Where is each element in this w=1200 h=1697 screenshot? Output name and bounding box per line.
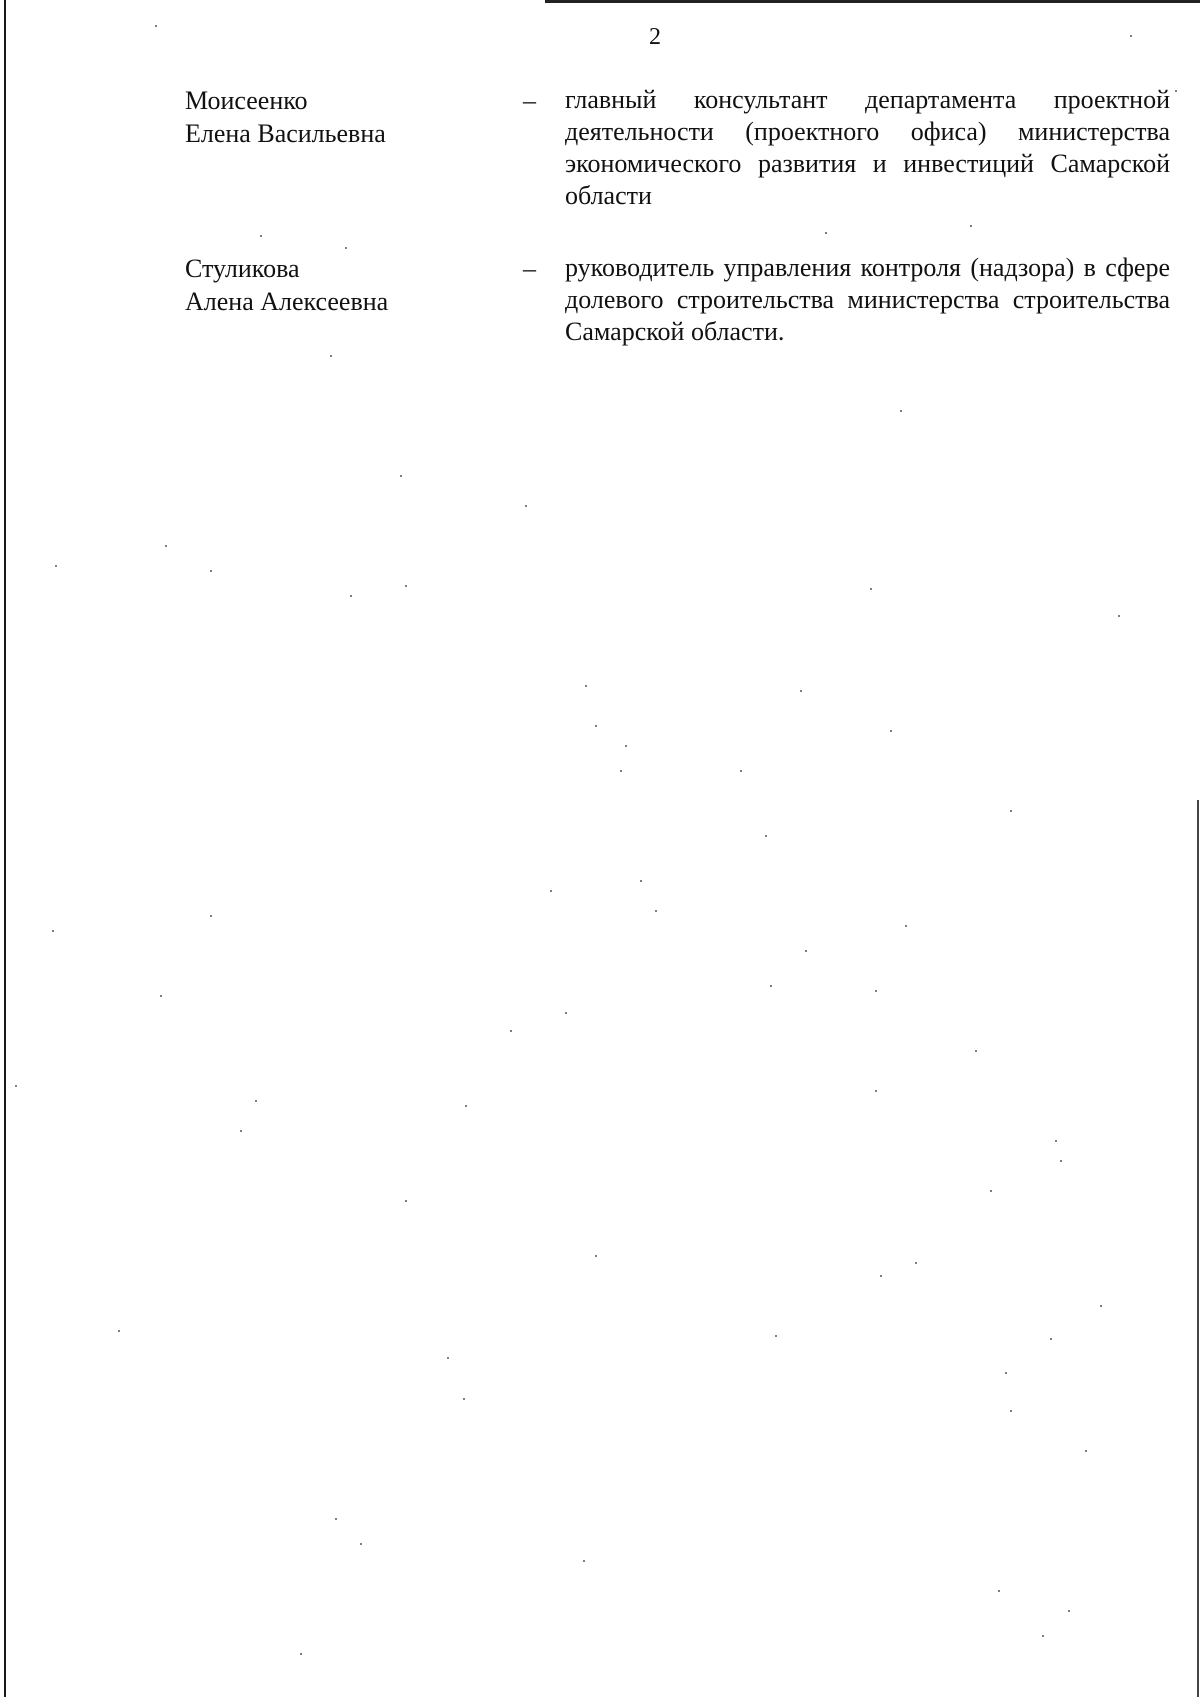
scan-speck	[335, 1518, 337, 1520]
scan-speck	[1005, 1372, 1007, 1374]
scan-speck	[52, 930, 54, 932]
scan-speck	[1085, 1450, 1087, 1452]
scan-speck	[990, 1190, 992, 1192]
member-given-names: Елена Васильевна	[185, 119, 386, 148]
scan-speck	[890, 730, 892, 732]
scan-edge-right	[1197, 800, 1199, 1697]
scan-speck	[55, 565, 57, 567]
scan-speck	[970, 225, 972, 227]
scan-speck	[550, 890, 552, 892]
member-dash: –	[523, 254, 536, 283]
scan-speck	[405, 585, 407, 587]
scan-speck	[595, 725, 597, 727]
scan-speck	[620, 770, 622, 772]
scan-speck	[210, 915, 212, 917]
scan-speck	[525, 505, 527, 507]
scan-speck	[260, 235, 262, 237]
page-number: 2	[649, 24, 661, 50]
member-name	[185, 252, 515, 318]
scan-speck	[640, 880, 642, 882]
scan-speck	[655, 910, 657, 912]
scan-speck	[870, 588, 872, 590]
scan-speck	[583, 1560, 585, 1562]
scan-speck	[465, 1105, 467, 1107]
scan-speck	[360, 1543, 362, 1545]
scan-speck	[300, 1653, 302, 1655]
scan-speck	[1175, 90, 1177, 92]
scan-speck	[1118, 615, 1120, 617]
scan-speck	[595, 1255, 597, 1257]
scan-speck	[875, 1090, 877, 1092]
scan-speck	[905, 925, 907, 927]
scan-speck	[350, 595, 352, 597]
scan-speck	[1010, 1410, 1012, 1412]
scan-speck	[880, 1275, 882, 1277]
scan-speck	[345, 247, 347, 249]
scan-speck	[975, 1050, 977, 1052]
scan-speck	[1100, 1305, 1102, 1307]
scan-speck	[805, 950, 807, 952]
scan-speck	[1010, 810, 1012, 812]
scan-speck	[160, 995, 162, 997]
scan-speck	[463, 1398, 465, 1400]
scan-speck	[240, 1130, 242, 1132]
member-dash: –	[523, 86, 536, 115]
scan-speck	[1055, 1140, 1057, 1142]
member-surname: Стуликова	[185, 254, 300, 283]
scan-speck	[330, 355, 332, 357]
scan-speck	[1068, 1610, 1070, 1612]
scan-speck	[565, 1012, 567, 1014]
scan-speck	[625, 745, 627, 747]
scan-speck	[510, 1030, 512, 1032]
scan-speck	[770, 985, 772, 987]
scan-speck	[255, 1100, 257, 1102]
member-position: главный консультант департамента проектной деятельности (проектного офиса) министерства экономического развития и инвестиций Самарской области	[565, 85, 1170, 210]
scan-edge-left	[4, 0, 6, 1697]
scan-speck	[447, 1357, 449, 1359]
scan-speck	[210, 570, 212, 572]
scan-speck	[998, 1590, 1000, 1592]
scan-speck	[585, 685, 587, 687]
scan-speck	[155, 25, 157, 27]
member-name	[185, 84, 515, 150]
scan-speck	[400, 475, 402, 477]
member-position: руководитель управления контроля (надзора) в сфере долевого строительства министерства строительства Самарской области.	[565, 253, 1170, 346]
scan-speck	[900, 410, 902, 412]
scan-speck	[800, 690, 802, 692]
scan-speck	[915, 1262, 917, 1264]
member-given-names: Алена Алексеевна	[185, 287, 389, 316]
scan-speck	[118, 1330, 120, 1332]
scan-speck	[825, 232, 827, 234]
scan-edge-top	[545, 0, 1200, 3]
scan-speck	[765, 835, 767, 837]
scan-speck	[1130, 35, 1132, 37]
scan-speck	[1042, 1635, 1044, 1637]
scan-speck	[1060, 1160, 1062, 1162]
scan-speck	[405, 1200, 407, 1202]
scan-speck	[165, 545, 167, 547]
scan-speck	[740, 770, 742, 772]
scan-speck	[15, 1085, 17, 1087]
scan-speck	[775, 1335, 777, 1337]
member-surname: Моисеенко	[185, 86, 308, 115]
scan-speck	[1050, 1338, 1052, 1340]
scan-speck	[875, 990, 877, 992]
